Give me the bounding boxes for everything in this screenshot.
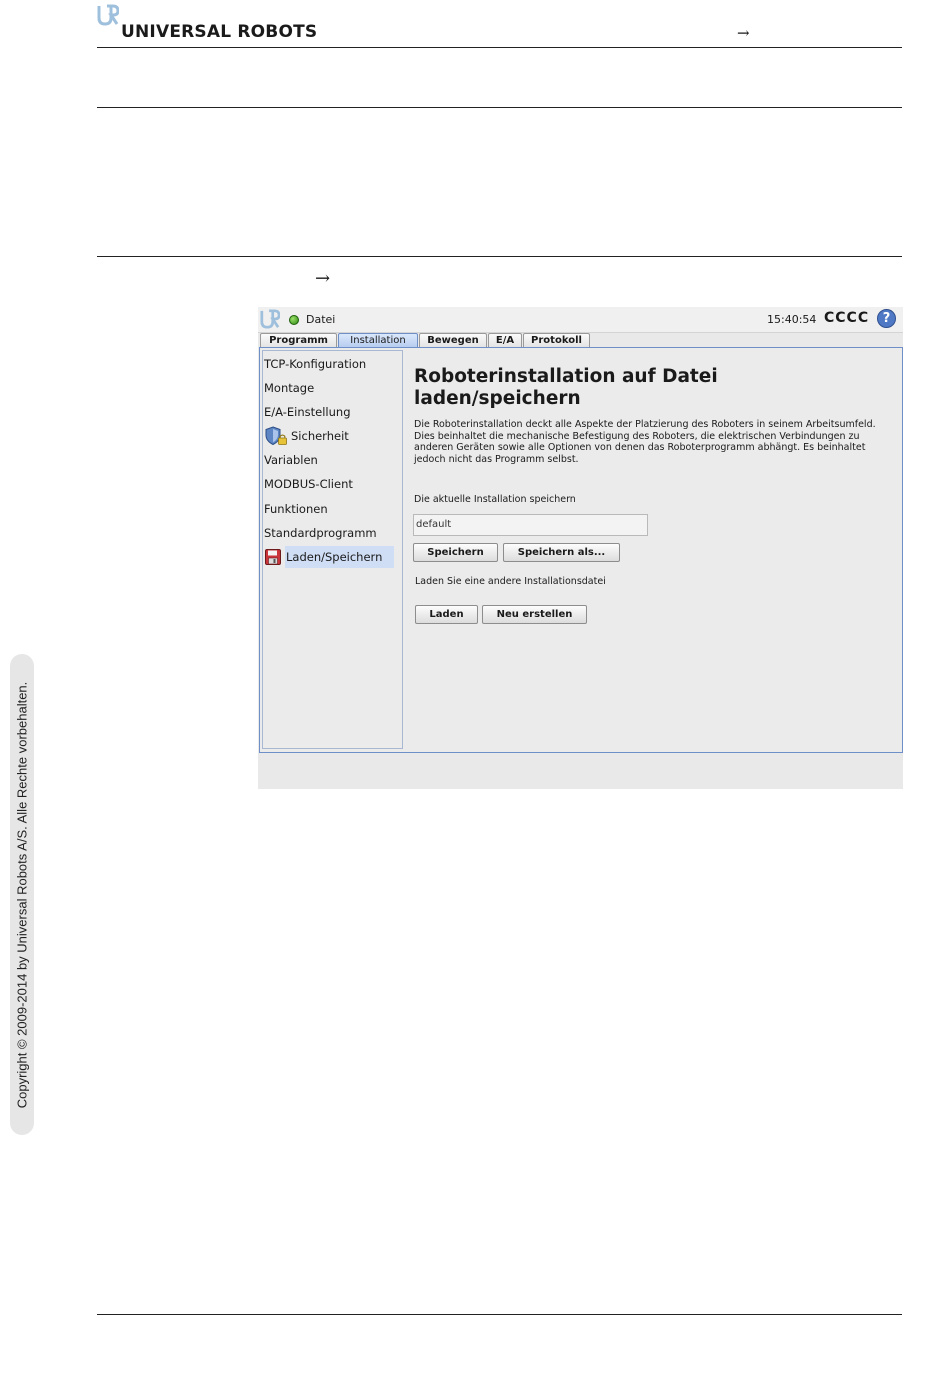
header-arrow: → bbox=[737, 24, 750, 42]
sidebar-item-label: Variablen bbox=[264, 453, 318, 467]
ur-logo-icon bbox=[97, 4, 119, 26]
top-bar bbox=[258, 307, 903, 333]
sidebar-item-variablen[interactable] bbox=[263, 449, 405, 471]
robot-status-icon bbox=[289, 315, 299, 325]
menu-path-arrow: → bbox=[315, 268, 331, 289]
save-button[interactable]: Speichern bbox=[413, 543, 498, 562]
installation-sidebar bbox=[262, 350, 403, 749]
save-as-button[interactable]: Speichern als... bbox=[503, 543, 620, 562]
copyright-text: Copyright © 2009-2014 by Universal Robots A/S. Alle Rechte vorbehalten. bbox=[14, 681, 30, 1108]
robot-name: CCCC bbox=[824, 310, 870, 326]
ur-logo-icon bbox=[260, 309, 280, 329]
copyright-sidebar bbox=[10, 654, 34, 1135]
installation-panel bbox=[259, 347, 903, 753]
tab-protokoll[interactable]: Protokoll bbox=[523, 333, 590, 347]
sidebar-item-laden-speichern[interactable] bbox=[263, 546, 405, 568]
sidebar-item-standardprogramm[interactable] bbox=[263, 522, 405, 544]
sidebar-item-funktionen[interactable] bbox=[263, 498, 405, 520]
sidebar-item-label: Laden/Speichern bbox=[285, 546, 394, 568]
sidebar-item-tcp-konfiguration[interactable] bbox=[263, 353, 405, 375]
main-content bbox=[404, 350, 900, 750]
shield-lock-icon bbox=[264, 426, 288, 446]
installation-name-field[interactable]: default bbox=[413, 514, 648, 536]
tab-installation[interactable]: Installation bbox=[338, 333, 418, 347]
brand-name: UNIVERSAL ROBOTS bbox=[121, 22, 318, 42]
section-rule bbox=[97, 107, 902, 108]
footer-rule bbox=[97, 1314, 902, 1315]
sidebar-item-sicherheit[interactable] bbox=[263, 425, 405, 447]
tab-bewegen[interactable]: Bewegen bbox=[419, 333, 487, 347]
sidebar-item-label: TCP-Konfiguration bbox=[264, 357, 367, 371]
help-icon[interactable]: ? bbox=[877, 309, 896, 328]
new-installation-button[interactable]: Neu erstellen bbox=[482, 605, 587, 624]
load-button[interactable]: Laden bbox=[415, 605, 478, 624]
polyscope-window bbox=[258, 307, 903, 789]
sidebar-item-label: Funktionen bbox=[264, 502, 328, 516]
file-menu[interactable]: Datei bbox=[306, 313, 336, 326]
floppy-disk-icon bbox=[265, 549, 281, 565]
sidebar-item-label: Standardprogramm bbox=[264, 526, 377, 540]
sidebar-item-label: Sicherheit bbox=[291, 429, 349, 443]
header-rule bbox=[97, 47, 902, 48]
tab-programm[interactable]: Programm bbox=[260, 333, 337, 347]
sidebar-item-label: MODBUS-Client bbox=[264, 477, 353, 491]
load-section-label: Laden Sie eine andere Installationsdatei bbox=[415, 576, 606, 587]
installation-description: Die Roboterinstallation deckt alle Aspekte der Platzierung des Roboters in seinem Arbeitsumfeld. Dies beinhaltet die mechanische Befestigung des Roboters, die elektrischen Verbindungen zu anderen Geräten sowie alle Optionen von denen das Roboterprogramm abhängt. Es beinhaltet jedoch nicht das Programm selbst. bbox=[414, 419, 876, 465]
page-title-line: laden/speichern bbox=[414, 388, 581, 409]
sidebar-item-label: E/A-Einstellung bbox=[264, 405, 351, 419]
page-title bbox=[414, 366, 718, 410]
sidebar-item-montage[interactable] bbox=[263, 377, 405, 399]
sidebar-item-label: Montage bbox=[264, 381, 315, 395]
save-section-label: Die aktuelle Installation speichern bbox=[414, 494, 576, 505]
section-rule bbox=[97, 256, 902, 257]
page-title-line: Roboterinstallation auf Datei bbox=[414, 366, 718, 387]
sidebar-item-modbus-client[interactable] bbox=[263, 473, 405, 495]
sidebar-item-ea-einstellung[interactable] bbox=[263, 401, 405, 423]
clock: 15:40:54 bbox=[767, 313, 817, 326]
tab-ea[interactable]: E/A bbox=[488, 333, 522, 347]
